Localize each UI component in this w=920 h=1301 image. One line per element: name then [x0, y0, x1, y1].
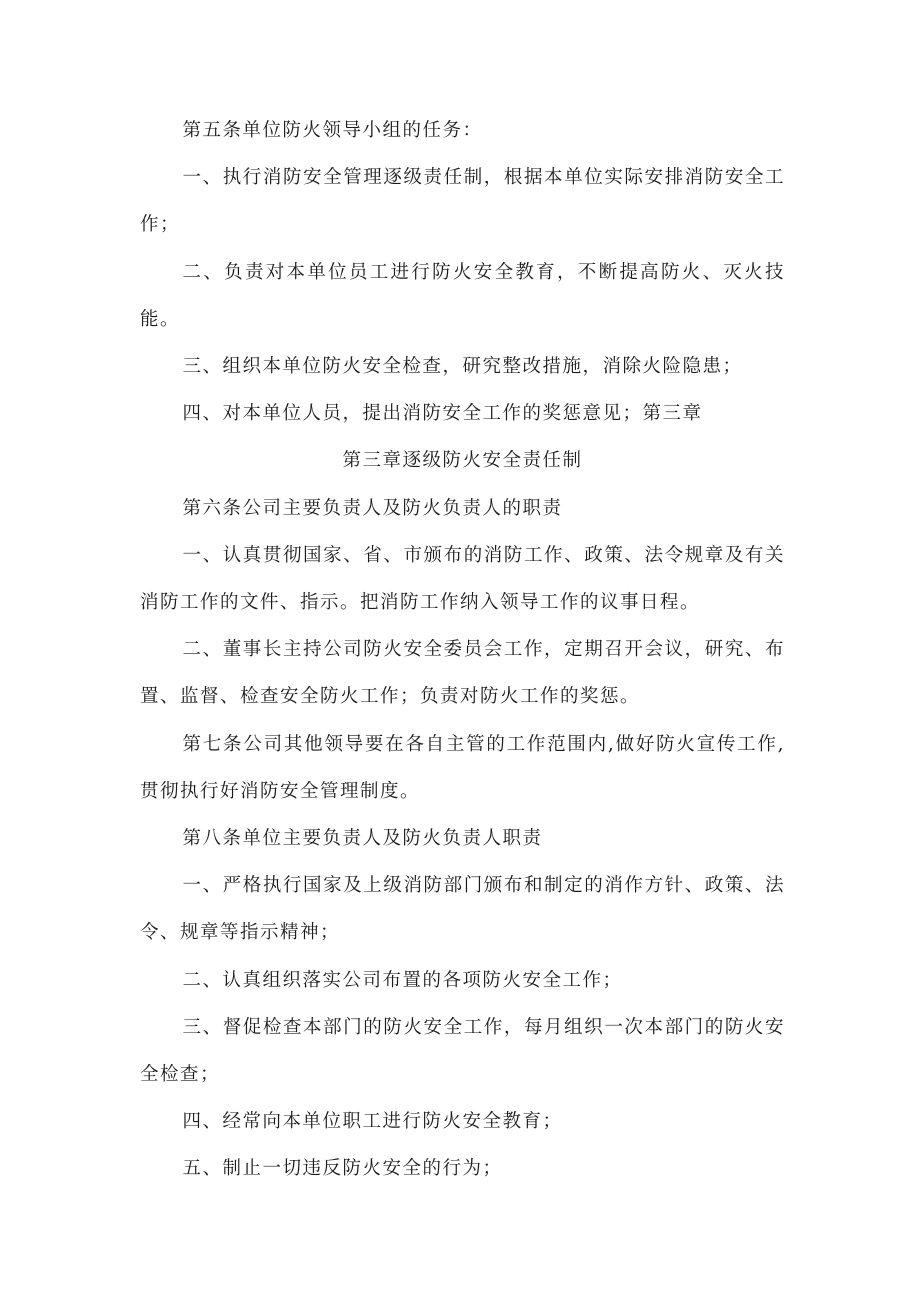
article-8-item-2: 二、认真组织落实公司布置的各项防火安全工作；	[182, 969, 623, 991]
article-8-item-4: 四、经常向本单位职工进行防火安全教育；	[182, 1111, 563, 1133]
article-5-item-3: 三、组织本单位防火安全检查，研究整改措施，消除火险隐患；	[182, 356, 743, 378]
article-6-title: 第六条公司主要负责人及防火负责人的职责	[182, 497, 563, 519]
article-5-item-2: 二、负责对本单位员工进行防火安全教育，不断提高防火、灭火技能。	[140, 261, 785, 330]
chapter-3-heading: 第三章逐级防火安全责任制	[342, 450, 583, 472]
article-8-item-3: 三、督促检查本部门的防火安全工作，每月组织一次本部门的防火安全检查；	[140, 1016, 785, 1086]
article-5-item-4: 四、对本单位人员，提出消防安全工作的奖惩意见；第三章	[182, 403, 703, 425]
article-8-item-1: 一、严格执行国家及上级消防部门颁布和制定的消作方针、政策、法令、规章等指示精神；	[140, 875, 785, 944]
article-8-item-5: 五、制止一切违反防火安全的行为；	[182, 1158, 503, 1180]
article-8-title: 第八条单位主要负责人及防火负责人职责	[182, 828, 543, 850]
article-6-item-1: 一、认真贯彻国家、省、市颁布的消防工作、政策、法令规章及有关消防工作的文件、指示。把消防工作纳入领导工作的议事日程。	[140, 544, 785, 614]
document-body	[140, 107, 785, 1193]
article-6-item-2: 二、董事长主持公司防火安全委员会工作，定期召开会议，研究、布置、监督、检查安全防火工作；负责对防火工作的奖惩。	[140, 639, 785, 708]
article-5-item-1: 一、执行消防安全管理逐级责任制，根据本单位实际安排消防安全工作；	[140, 167, 785, 236]
article-5-title: 第五条单位防火领导小组的任务：	[182, 120, 483, 141]
article-7: 第七条公司其他领导要在各自主管的工作范围内,做好防火宣传工作,贯彻执行好消防安全管理制度。	[140, 733, 785, 802]
